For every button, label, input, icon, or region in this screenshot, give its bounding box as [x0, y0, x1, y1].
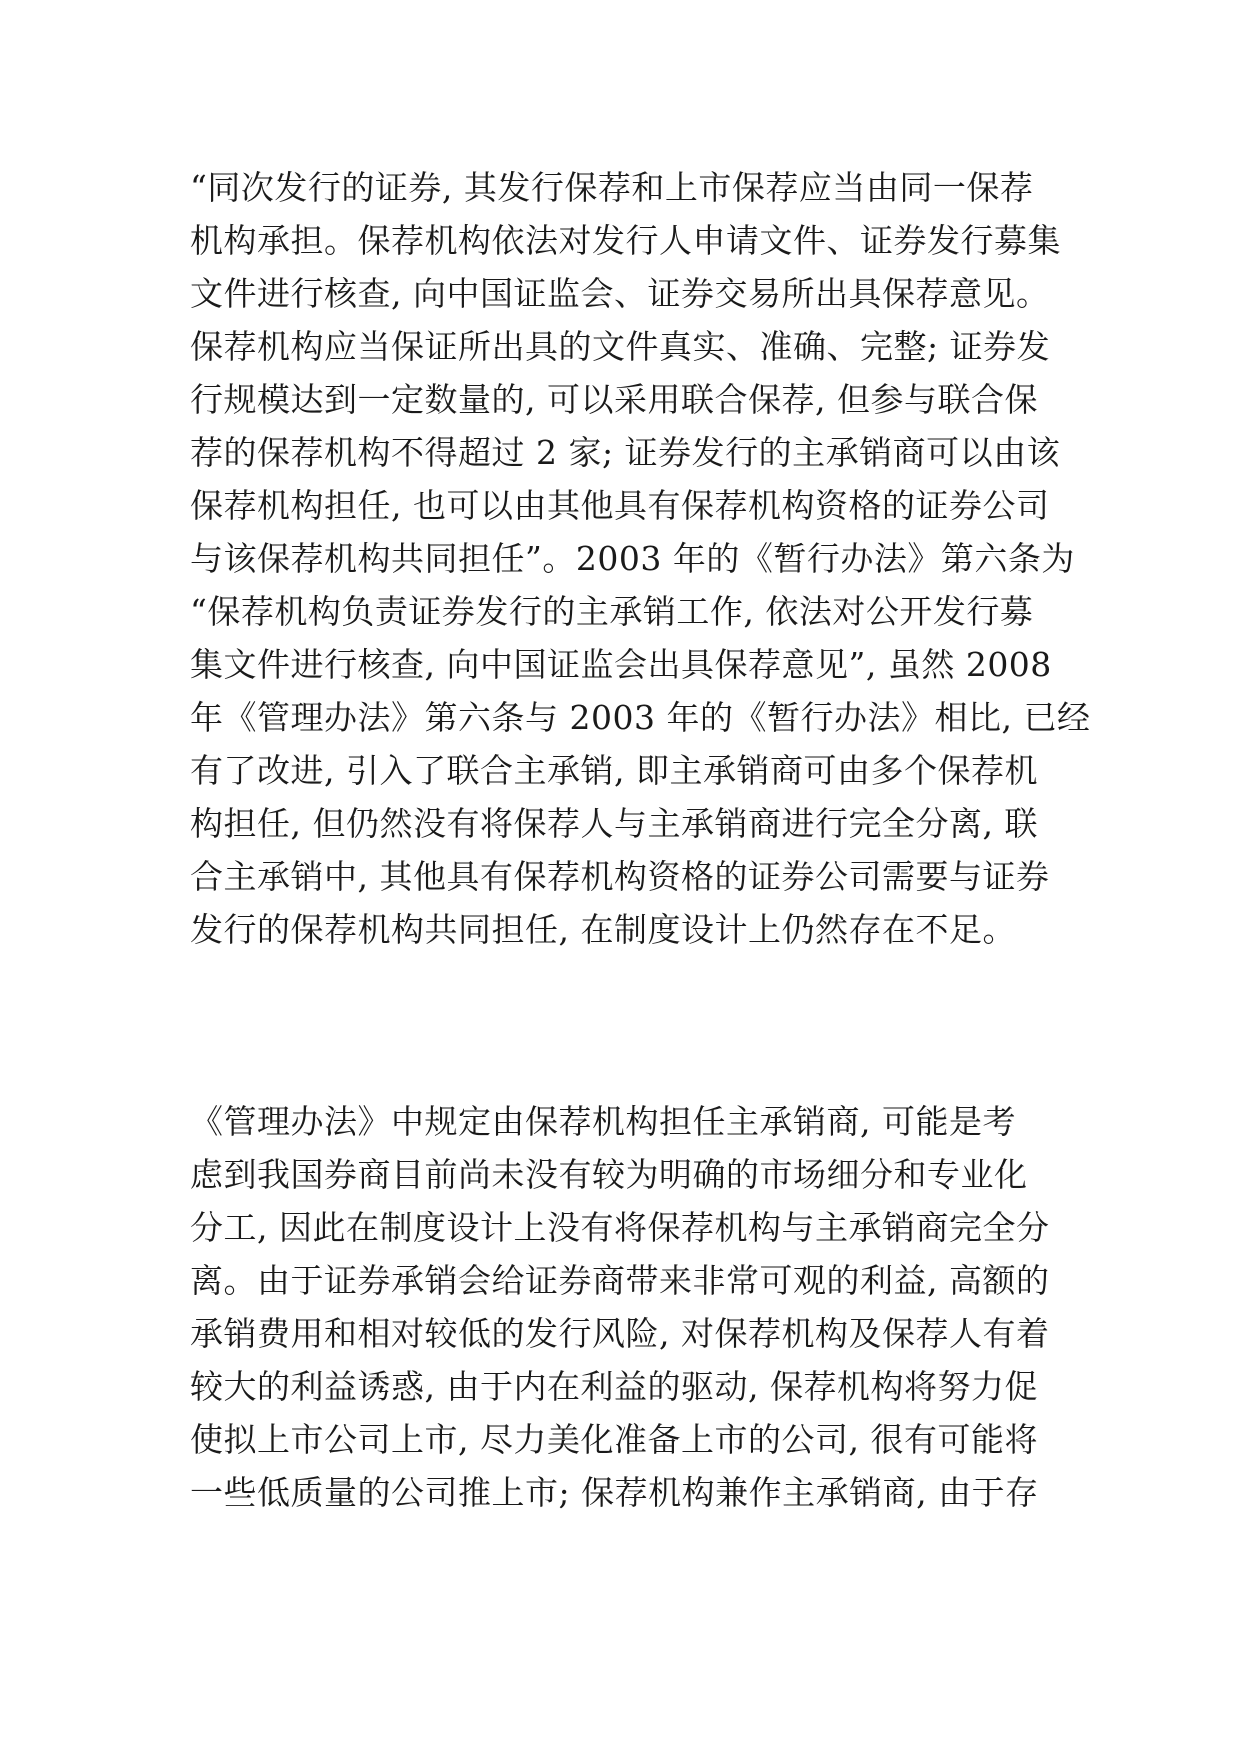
paragraph-line: 构担任, 但仍然没有将保荐人与主承销商进行完全分离, 联 — [190, 804, 1038, 843]
paragraph-line: 虑到我国券商目前尚未没有较为明确的市场细分和专业化 — [190, 1155, 1028, 1194]
paragraph-line: 一些低质量的公司推上市; 保荐机构兼作主承销商, 由于存 — [190, 1473, 1039, 1512]
paragraph-line: 《管理办法》中规定由保荐机构担任主承销商, 可能是考 — [190, 1102, 1016, 1141]
paragraph-line: 分工, 因此在制度设计上没有将保荐机构与主承销商完全分 — [190, 1208, 1050, 1247]
paragraph-1 — [190, 161, 1091, 956]
paragraph-line: 保荐机构应当保证所出具的文件真实、准确、完整; 证券发 — [190, 327, 1051, 366]
paragraph-line: 荐的保荐机构不得超过 2 家; 证券发行的主承销商可以由该 — [190, 433, 1061, 472]
paragraph-2 — [190, 1095, 1070, 1519]
paragraph-line: 较大的利益诱惑, 由于内在利益的驱动, 保荐机构将努力促 — [190, 1367, 1038, 1406]
paragraph-line: 发行的保荐机构共同担任, 在制度设计上仍然存在不足。 — [190, 910, 1016, 949]
paragraph-line: 有了改进, 引入了联合主承销, 即主承销商可由多个保荐机 — [190, 751, 1038, 790]
paragraph-line: 承销费用和相对较低的发行风险, 对保荐机构及保荐人有着 — [190, 1314, 1050, 1353]
paragraph-line: 使拟上市公司上市, 尽力美化准备上市的公司, 很有可能将 — [190, 1420, 1038, 1459]
paragraph-line: “保荐机构负责证券发行的主承销工作, 依法对公开发行募 — [190, 592, 1034, 631]
paragraph-line: 与该保荐机构共同担任”。2003 年的《暂行办法》第六条为 — [190, 539, 1075, 578]
paragraph-line: 年《管理办法》第六条与 2003 年的《暂行办法》相比, 已经 — [190, 698, 1091, 737]
paragraph-line: 机构承担。保荐机构依法对发行人申请文件、证券发行募集 — [190, 221, 1061, 260]
paragraph-line: 文件进行核查, 向中国证监会、证券交易所出具保荐意见。 — [190, 274, 1050, 313]
paragraph-line: 合主承销中, 其他具有保荐机构资格的证券公司需要与证券 — [190, 857, 1050, 896]
paragraph-line: “同次发行的证券, 其发行保荐和上市保荐应当由同一保荐 — [190, 168, 1034, 207]
paragraph-line: 集文件进行核查, 向中国证监会出具保荐意见”, 虽然 2008 — [190, 645, 1052, 684]
paragraph-line: 行规模达到一定数量的, 可以采用联合保荐, 但参与联合保 — [190, 380, 1038, 419]
paragraph-line: 保荐机构担任, 也可以由其他具有保荐机构资格的证券公司 — [190, 486, 1050, 525]
paragraph-line: 离。由于证券承销会给证券商带来非常可观的利益, 高额的 — [190, 1261, 1050, 1300]
